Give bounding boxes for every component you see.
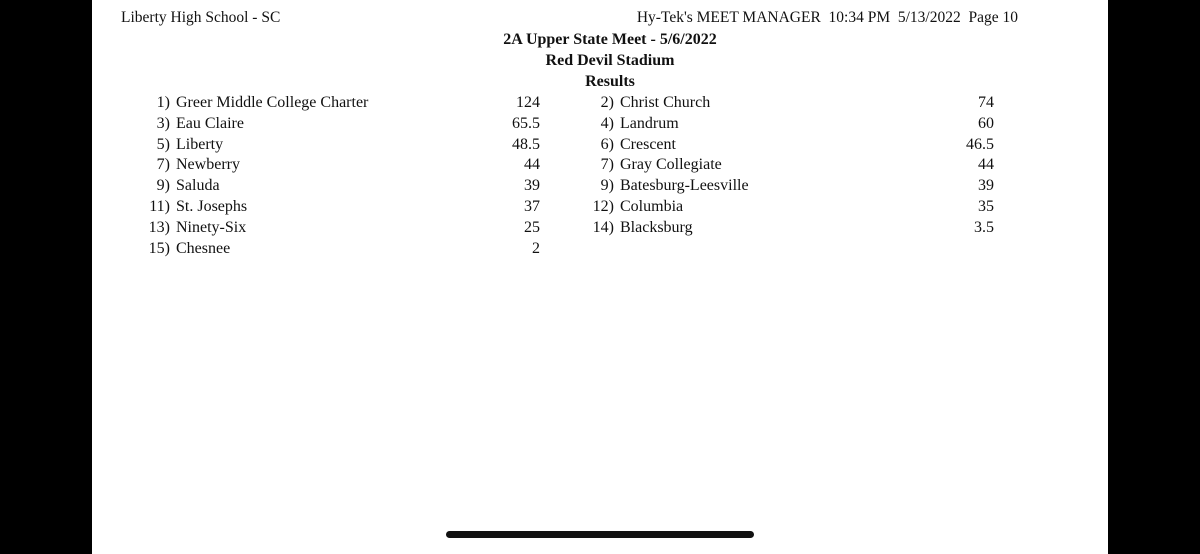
result-row — [100, 114, 620, 134]
result-row — [100, 218, 620, 238]
result-row — [100, 155, 620, 175]
result-row — [544, 93, 1064, 113]
software-header: Hy-Tek's MEET MANAGER 10:34 PM 5/13/2022 Page 10 — [636, 9, 1018, 26]
result-row — [100, 135, 620, 155]
result-team: Chesnee — [176, 239, 231, 257]
result-team: Crescent — [620, 135, 676, 153]
document-page — [92, 0, 1108, 554]
result-place: 4) — [600, 114, 614, 132]
result-score: 39 — [978, 177, 994, 195]
result-place: 12) — [592, 198, 614, 215]
result-place: 6) — [600, 135, 614, 153]
result-score: 35 — [978, 198, 994, 215]
result-score: 25 — [524, 218, 540, 236]
result-row — [544, 135, 1064, 155]
result-place: 13) — [148, 218, 170, 236]
result-row — [100, 93, 620, 113]
result-team: Greer Middle College Charter — [176, 94, 369, 111]
result-team: Newberry — [176, 156, 240, 174]
result-score: 124 — [516, 94, 540, 111]
result-place: 1) — [156, 94, 170, 111]
result-place: 14) — [592, 218, 614, 236]
venue-title: Red Devil Stadium — [545, 52, 675, 69]
result-team: Christ Church — [620, 94, 711, 111]
results-heading: Results — [585, 73, 635, 90]
result-row — [100, 176, 620, 196]
result-team: Saluda — [176, 177, 220, 195]
result-team: St. Josephs — [176, 198, 248, 215]
result-score: 2 — [532, 239, 540, 257]
result-score: 65.5 — [512, 114, 540, 132]
result-place: 5) — [156, 135, 170, 153]
result-row — [544, 114, 1064, 134]
result-score: 44 — [524, 156, 540, 174]
result-place: 15) — [148, 239, 170, 257]
result-place: 3) — [156, 114, 170, 132]
result-team: Eau Claire — [176, 114, 244, 132]
result-score: 39 — [524, 177, 540, 195]
result-team: Ninety-Six — [176, 218, 247, 236]
result-score: 46.5 — [966, 135, 994, 153]
result-row — [100, 239, 620, 259]
result-row — [100, 197, 620, 217]
result-team: Columbia — [620, 198, 684, 215]
result-place: 9) — [600, 177, 614, 195]
result-team: Batesburg-Leesville — [620, 177, 749, 195]
result-score: 3.5 — [974, 218, 994, 236]
result-place: 2) — [600, 94, 614, 111]
result-score: 37 — [524, 198, 540, 215]
result-team: Landrum — [620, 114, 679, 132]
result-row — [544, 176, 1064, 196]
result-score: 74 — [978, 94, 994, 111]
home-indicator[interactable] — [446, 531, 754, 538]
result-team: Liberty — [176, 135, 224, 153]
result-row — [544, 197, 1064, 217]
meet-title: 2A Upper State Meet - 5/6/2022 — [503, 31, 717, 48]
result-row — [544, 218, 1064, 238]
result-score: 60 — [978, 114, 994, 132]
result-place: 9) — [156, 177, 170, 195]
result-row — [544, 155, 1064, 175]
result-team: Blacksburg — [620, 218, 693, 236]
result-score: 44 — [978, 156, 994, 174]
result-place: 11) — [149, 198, 170, 215]
result-team: Gray Collegiate — [620, 156, 722, 174]
result-score: 48.5 — [512, 135, 540, 153]
school-header: Liberty High School - SC — [121, 9, 281, 26]
result-place: 7) — [156, 156, 170, 174]
result-place: 7) — [600, 156, 614, 174]
